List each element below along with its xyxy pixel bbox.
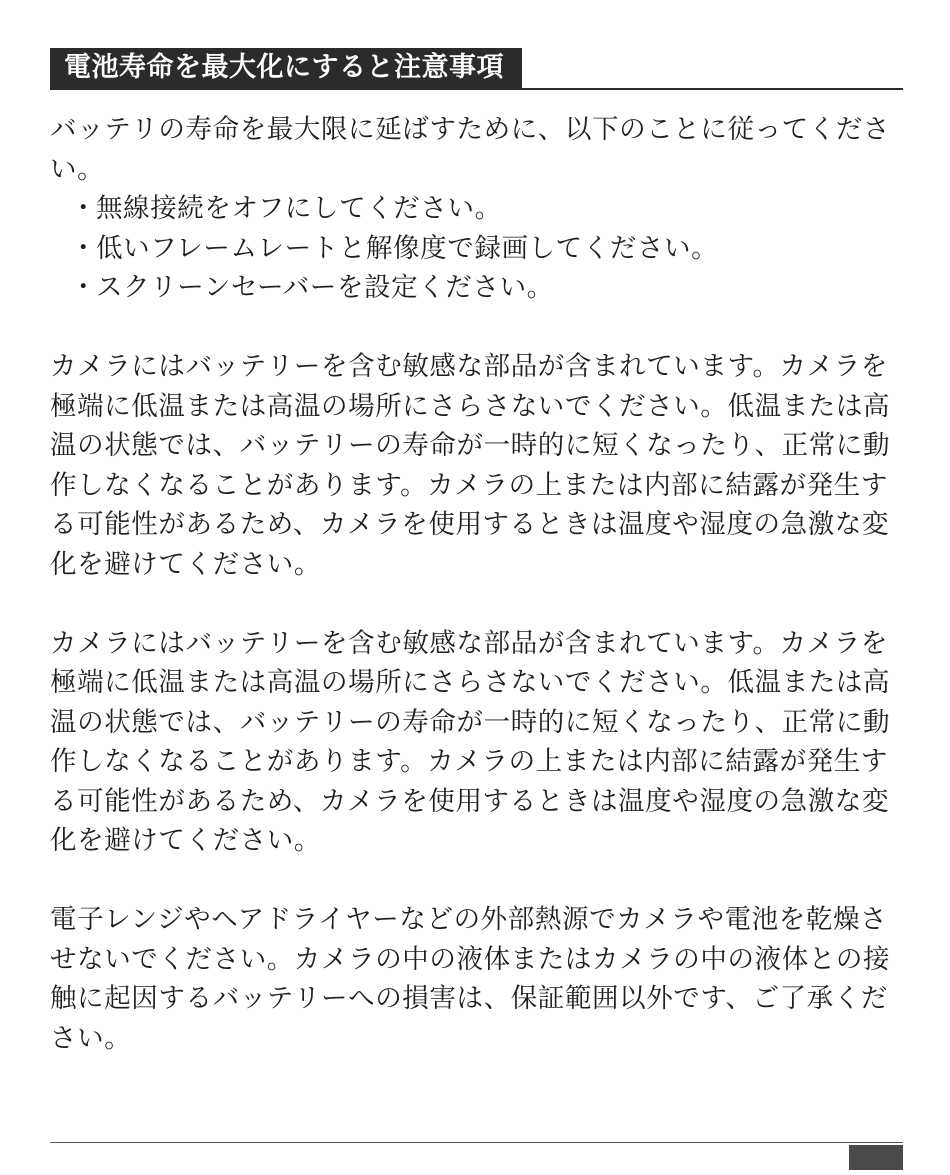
section-title: 電池寿命を最大化にすると注意事項 <box>50 48 522 88</box>
list-item <box>50 189 903 229</box>
bullet-dot: ・ <box>70 232 98 264</box>
section-header <box>50 48 903 90</box>
list-item-text: 無線接続をオフにしてください。 <box>96 193 502 224</box>
temperature-paragraph-repeat: カメラにはバッテリーを含む敏感な部品が含まれています。カメラを極端に低温または高温の場所にさらさないでください。低温または高温の状態では、バッテリーの寿命が一時的に短くなったり、正常に動作しなくなることがあります。カメラの上または内部に結露が発生する可能性があるため、カメラを使用するときは温度や湿度の急激な変化を避けてください。 <box>50 627 891 856</box>
body-text <box>50 110 903 1058</box>
tips-list <box>50 189 903 308</box>
bullet-dot: ・ <box>70 193 98 224</box>
manual-page <box>50 48 903 1058</box>
list-item <box>50 229 903 269</box>
bullet-dot: ・ <box>70 272 98 303</box>
page-number-tab <box>849 1145 903 1170</box>
intro-paragraph: バッテリの寿命を最大限に延ばすために、以下のことに従ってください。 <box>50 114 891 185</box>
heat-source-paragraph: 電子レンジやヘアドライヤーなどの外部熱源でカメラや電池を乾燥させないでください。カメラの中の液体またはカメラの中の液体との接触に起因するバッテリーへの損害は、保証範囲以外です、ご了承ください。 <box>50 904 891 1054</box>
footer-rule <box>50 1142 903 1143</box>
temperature-paragraph: カメラにはバッテリーを含む敏感な部品が含まれています。カメラを極端に低温または高温の場所にさらさないでください。低温または高温の状態では、バッテリーの寿命が一時的に短くなったり、正常に動作しなくなることがあります。カメラの上または内部に結露が発生する可能性があるため、カメラを使用するときは温度や湿度の急激な変化を避けてください。 <box>50 351 891 580</box>
list-item-text: 低いフレームレートと解像度で録画してください。 <box>96 232 719 264</box>
list-item <box>50 268 903 308</box>
list-item-text: スクリーンセーバーを設定ください。 <box>96 272 554 303</box>
